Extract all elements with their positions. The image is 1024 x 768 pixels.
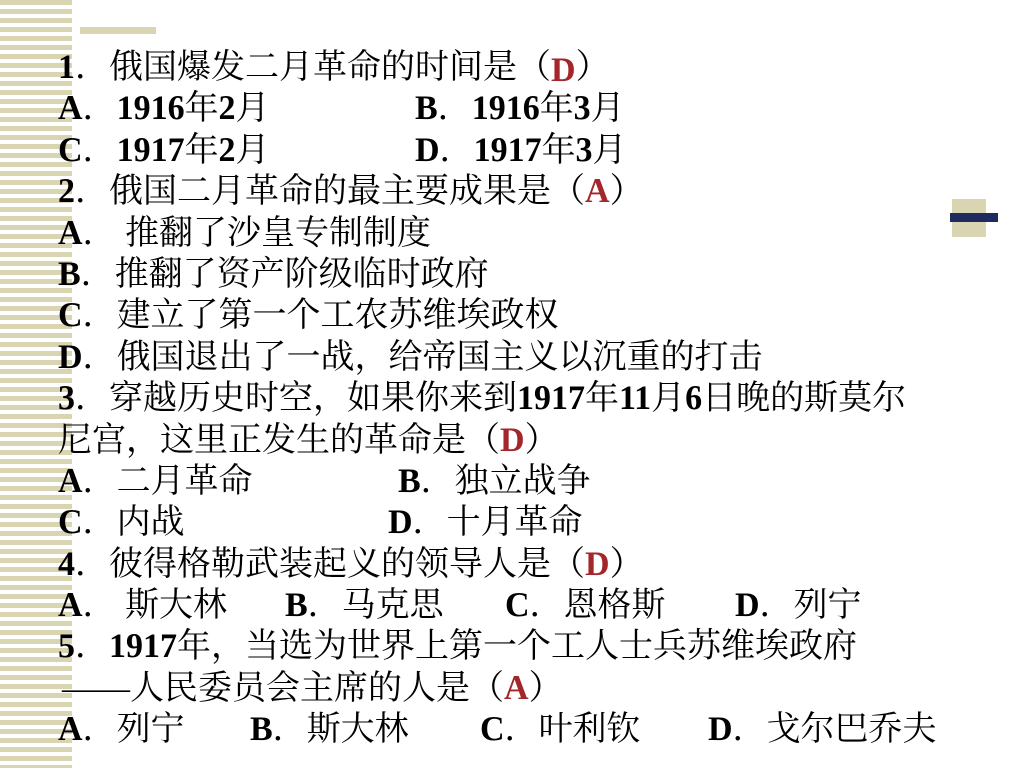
option-label: C． xyxy=(505,587,564,625)
question-1-stem: 俄国爆发二月革命的时间是（ xyxy=(109,49,551,86)
question-3-options-row-1 xyxy=(58,461,998,502)
question-1-options-row-1 xyxy=(58,88,998,129)
question-5-option-b xyxy=(250,709,409,750)
question-3-number: 3． xyxy=(58,380,109,418)
question-3-continued xyxy=(58,420,998,461)
question-4 xyxy=(58,544,998,585)
question-4-stem-end: ） xyxy=(609,545,644,583)
option-text: 叶利钦 xyxy=(538,711,641,749)
question-4-answer: D xyxy=(585,545,610,583)
option-text: 独立战争 xyxy=(454,462,591,500)
option-text: 1917年3月 xyxy=(473,131,627,169)
option-label: D． xyxy=(735,587,794,625)
option-text: 1916年3月 xyxy=(471,90,625,128)
option-text: 列宁 xyxy=(793,587,862,625)
question-1-option-d xyxy=(415,130,627,171)
option-label: B． xyxy=(250,711,307,749)
question-1-options-row-2 xyxy=(58,130,998,171)
question-4-stem: 彼得格勒武装起义的领导人是（ xyxy=(109,545,585,583)
question-3-option-c xyxy=(58,502,185,543)
option-text: 戈尔巴乔夫 xyxy=(766,711,937,749)
question-3-option-a xyxy=(58,461,253,502)
option-label: A． xyxy=(58,214,117,252)
top-accent-bar xyxy=(80,27,156,34)
question-2-number: 2． xyxy=(58,173,109,211)
question-4-number: 4． xyxy=(58,545,109,583)
option-label: C． xyxy=(58,297,117,335)
question-2-option-b xyxy=(58,254,998,295)
option-label: D． xyxy=(58,338,117,376)
option-text: 斯大林 xyxy=(116,587,228,625)
question-5-option-c xyxy=(480,709,641,750)
option-label: D． xyxy=(415,131,474,169)
question-4-option-b xyxy=(285,585,444,626)
question-1-option-a xyxy=(58,88,270,129)
option-label: B． xyxy=(285,587,342,625)
question-2-answer: A xyxy=(585,173,610,211)
question-5-options-row xyxy=(58,709,998,750)
question-2-stem: 俄国二月革命的最主要成果是（ xyxy=(109,173,585,211)
question-3-stem-end: ） xyxy=(524,421,559,459)
option-text: 十月革命 xyxy=(446,504,583,542)
option-text: 二月革命 xyxy=(116,462,253,500)
option-text: 内战 xyxy=(116,504,185,542)
question-5-option-d xyxy=(708,709,937,750)
question-3-option-b xyxy=(398,461,591,502)
question-3-option-d xyxy=(388,502,583,543)
question-4-option-c xyxy=(505,585,666,626)
question-5-answer: A xyxy=(504,669,529,707)
question-1-number: 1． xyxy=(58,49,109,86)
question-5-continued xyxy=(58,668,998,709)
option-label: B． xyxy=(398,462,455,500)
question-3-answer: D xyxy=(500,421,525,459)
option-label: A． xyxy=(58,587,117,625)
question-2 xyxy=(58,171,998,212)
question-4-option-d xyxy=(735,585,862,626)
question-5-stem-line-2: ——人民委员会主席的人是（ xyxy=(62,669,504,707)
option-label: A． xyxy=(58,462,117,500)
option-label: C． xyxy=(58,131,117,169)
question-3 xyxy=(58,378,998,419)
question-5-option-a xyxy=(58,709,185,750)
question-2-option-d xyxy=(58,337,998,378)
question-2-option-c xyxy=(58,295,998,336)
option-text: 马克思 xyxy=(341,587,444,625)
question-5 xyxy=(58,626,998,667)
option-text: 推翻了沙皇专制制度 xyxy=(116,214,432,252)
question-3-stem-line-1: 穿越历史时空，如果你来到1917年11月6日晚的斯莫尔 xyxy=(109,380,907,418)
question-1-option-c xyxy=(58,130,270,171)
question-5-stem-line-1: 1917年，当选为世界上第一个工人士兵苏维埃政府 xyxy=(109,628,857,666)
option-label: D． xyxy=(708,711,767,749)
option-text: 恩格斯 xyxy=(563,587,666,625)
option-text: 斯大林 xyxy=(306,711,409,749)
question-2-option-a xyxy=(58,213,998,254)
option-label: D． xyxy=(388,504,447,542)
option-text: 建立了第一个工农苏维埃政权 xyxy=(116,297,559,335)
question-5-number: 5． xyxy=(58,628,109,666)
question-1-answer: D xyxy=(551,52,576,89)
question-1-stem-end: ） xyxy=(575,49,610,86)
option-label: A． xyxy=(58,90,117,128)
option-text: 推翻了资产阶级临时政府 xyxy=(114,255,489,293)
option-text: 列宁 xyxy=(116,711,185,749)
question-1-option-b xyxy=(415,88,625,129)
option-label: B． xyxy=(58,255,115,293)
question-3-stem-line-2: 尼宫，这里正发生的革命是（ xyxy=(58,421,500,459)
option-text: 1916年2月 xyxy=(116,90,270,128)
option-label: C． xyxy=(480,711,539,749)
question-2-stem-end: ） xyxy=(609,173,644,211)
option-text: 1917年2月 xyxy=(116,131,270,169)
question-3-options-row-2 xyxy=(58,502,998,543)
question-1 xyxy=(58,47,998,88)
option-label: C． xyxy=(58,504,117,542)
option-label: B． xyxy=(415,90,472,128)
quiz-content xyxy=(58,47,998,751)
question-5-stem-end: ） xyxy=(528,669,563,707)
question-4-options-row xyxy=(58,585,998,626)
question-4-option-a xyxy=(58,585,227,626)
option-text: 俄国退出了一战，给帝国主义以沉重的打击 xyxy=(116,338,763,376)
option-label: A． xyxy=(58,711,117,749)
